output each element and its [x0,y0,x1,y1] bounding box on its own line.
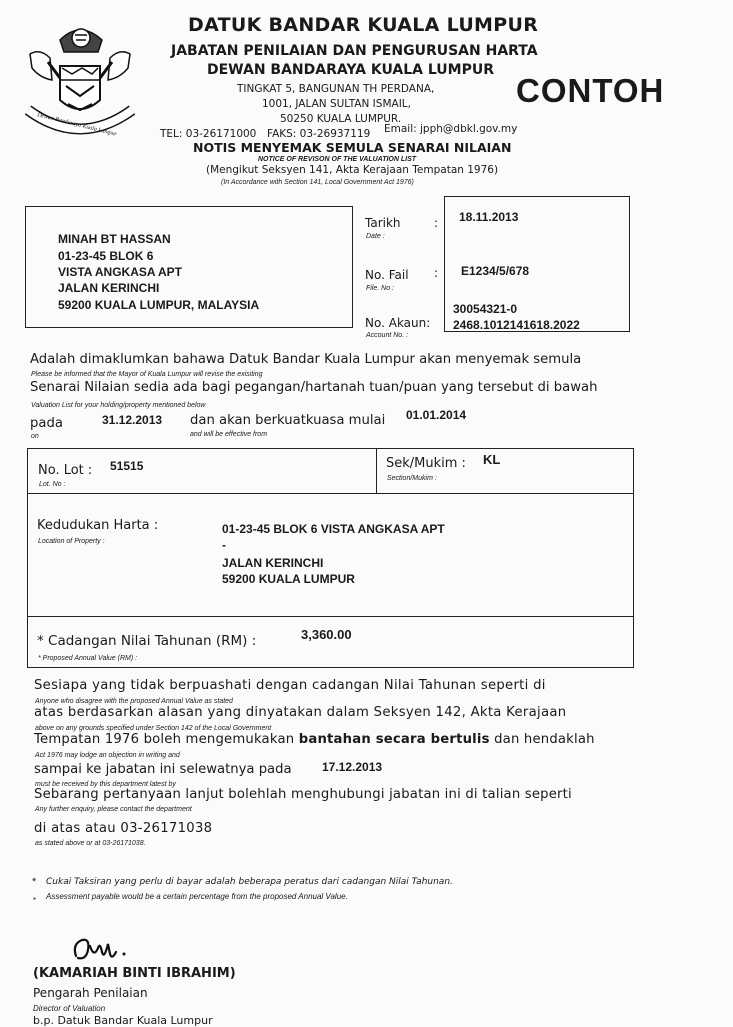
notice-title: NOTIS MENYEMAK SEMULA SENARAI NILAIAN [193,140,512,155]
location-line-1: 01-23-45 BLOK 6 VISTA ANGKASA APT [222,522,445,536]
sample-stamp: CONTOH [516,72,665,109]
objection-line-3-end: dan hendaklah [494,732,595,747]
intro-effective: dan akan berkuatkuasa mulai [190,413,386,428]
account-label-en: Account No. : [366,332,409,339]
objection-deadline: 17.12.2013 [322,760,383,774]
objection-line-2-en: above on any grounds specified under Section 142 of the Local Government [35,725,272,732]
objection-line-2: atas berdasarkan alasan yang dinyatakan dalam Seksyen 142, Akta Kerajaan [34,705,567,720]
notice-act: (Mengikut Seksyen 141, Akta Kerajaan Tempatan 1976) [206,164,499,176]
objection-line-6: di atas atau 03-26171038 [34,821,213,836]
objection-line-3 [34,732,595,747]
signatory-cut-line: b.p. Datuk Bandar Kuala Lumpur [33,1014,213,1027]
notice-act-en: (In Accordance with Section 141, Local Government Act 1976) [221,179,414,186]
signatory-title-en: Director of Valuation [33,1004,106,1013]
date-label-en: Date : [366,233,385,240]
signatory-name: (KAMARIAH BINTI IBRAHIM) [33,966,236,981]
objection-written-emphasis: bantahan secara bertulis [298,732,490,747]
lot-row-divider [28,493,634,494]
location-line-2: - [222,538,226,552]
effective-date: 01.01.2014 [406,408,467,422]
recipient-line-3: JALAN KERINCHI [58,281,160,295]
address-line-2: 1001, JALAN SULTAN ISMAIL, [262,98,411,110]
footnote-en: Assessment payable would be a certain percentage from the proposed Annual Value. [46,892,348,901]
email-address[interactable]: Email: jpph@dbkl.gov.my [384,123,518,135]
date-colon: : [434,216,439,230]
objection-line-5: Sebarang pertanyaan lanjut bolehlah menghubungi jabatan ini di talian seperti [34,787,572,802]
objection-line-3-en: Act 1976 may lodge an objection in writing and [35,752,180,759]
intro-line-2: Senarai Nilaian sedia ada bagi pegangan/hartanah tuan/puan yang tersebut di bawah [30,380,598,395]
intro-effective-en: and will be effective from [190,431,268,438]
footnote-ms: Cukai Taksiran yang perlu di bayar adalah beberapa peratus dari cadangan Nilai Tahunan. [46,877,453,887]
file-label: No. Fail [365,268,409,282]
revision-date: 31.12.2013 [102,413,163,427]
address-line-1: TINGKAT 5, BANGUNAN TH PERDANA, [237,83,435,95]
recipient-name: MINAH BT HASSAN [58,232,171,246]
objection-line-5-en: Any further enquiry, please contact the department [35,806,192,813]
account-value-1: 30054321-0 [453,302,518,316]
objection-line-4-en: must be received by this department latest by [35,781,176,788]
intro-line-2-en: Valuation List for your holding/property mentioned below [31,402,206,409]
recipient-line-1: 01-23-45 BLOK 6 [58,249,154,263]
section-value: KL [483,452,501,467]
annual-value: 3,360.00 [301,627,352,642]
lot-label: No. Lot : [38,463,93,478]
account-label: No. Akaun: [365,316,431,330]
recipient-line-2: VISTA ANGKASA APT [58,265,183,279]
objection-line-3-start: Tempatan 1976 boleh mengemukakan [34,732,295,747]
intro-line-1: Adalah dimaklumkan bahawa Datuk Bandar Kuala Lumpur akan menyemak semula [30,352,582,367]
recipient-line-4: 59200 KUALA LUMPUR, MALAYSIA [58,298,260,312]
file-colon: : [434,266,439,280]
objection-line-4: sampai ke jabatan ini selewatnya pada [34,762,292,777]
location-label-en: Location of Property : [38,538,105,545]
location-line-4: 59200 KUALA LUMPUR [222,572,355,586]
intro-on-en: on [31,433,39,440]
intro-line-1-en: Please be informed that the Mayor of Kuala Lumpur will revise the exisiting [31,371,263,378]
intro-on: pada [30,416,63,431]
dbkl-crest-logo [20,18,140,143]
lot-label-en: Lot. No : [39,481,66,488]
lot-value: 51515 [110,459,144,473]
section-label-en: Section/Mukim : [387,475,437,482]
objection-line-1: Sesiapa yang tidak berpuashati dengan cadangan Nilai Tahunan seperti di [34,678,546,693]
account-value-2: 2468.1012141618.2022 [453,318,580,332]
objection-line-6-en: as stated above or at 03-26171038. [35,840,146,847]
annual-value-label: * Cadangan Nilai Tahunan (RM) : [37,633,257,649]
address-line-3: 50250 KUALA LUMPUR. [280,113,402,125]
tel-number: TEL: 03-26171000 [160,128,257,140]
section-label: Sek/Mukim : [386,456,466,471]
footnote-en-asterisk: * [33,896,37,905]
date-label: Tarikh [365,216,401,230]
value-row-divider [28,616,634,617]
org-title: DATUK BANDAR KUALA LUMPUR [188,14,539,36]
crest-motto: Dewan Bandaraya Kuala Lumpur [36,112,118,138]
annual-value-label-en: * Proposed Annual Value (RM) : [38,655,138,662]
date-value: 18.11.2013 [459,210,519,224]
objection-line-1-en: Anyone who disagree with the proposed Annual Value as stated [35,698,233,705]
location-label: Kedudukan Harta : [37,518,159,533]
signatory-title: Pengarah Penilaian [33,986,148,1000]
location-line-3: JALAN KERINCHI [222,556,324,570]
file-value: E1234/5/678 [461,264,530,278]
fax-number: FAKS: 03-26937119 [267,128,371,140]
department-name: JABATAN PENILAIAN DAN PENGURUSAN HARTA [171,43,538,59]
footnote-asterisk: * [32,876,37,888]
council-name: DEWAN BANDARAYA KUALA LUMPUR [207,62,495,78]
signature-mark [68,930,138,966]
file-label-en: File. No : [366,285,395,292]
notice-title-en: NOTICE OF REVISON OF THE VALUATION LIST [258,156,417,163]
lot-section-divider [376,449,377,494]
